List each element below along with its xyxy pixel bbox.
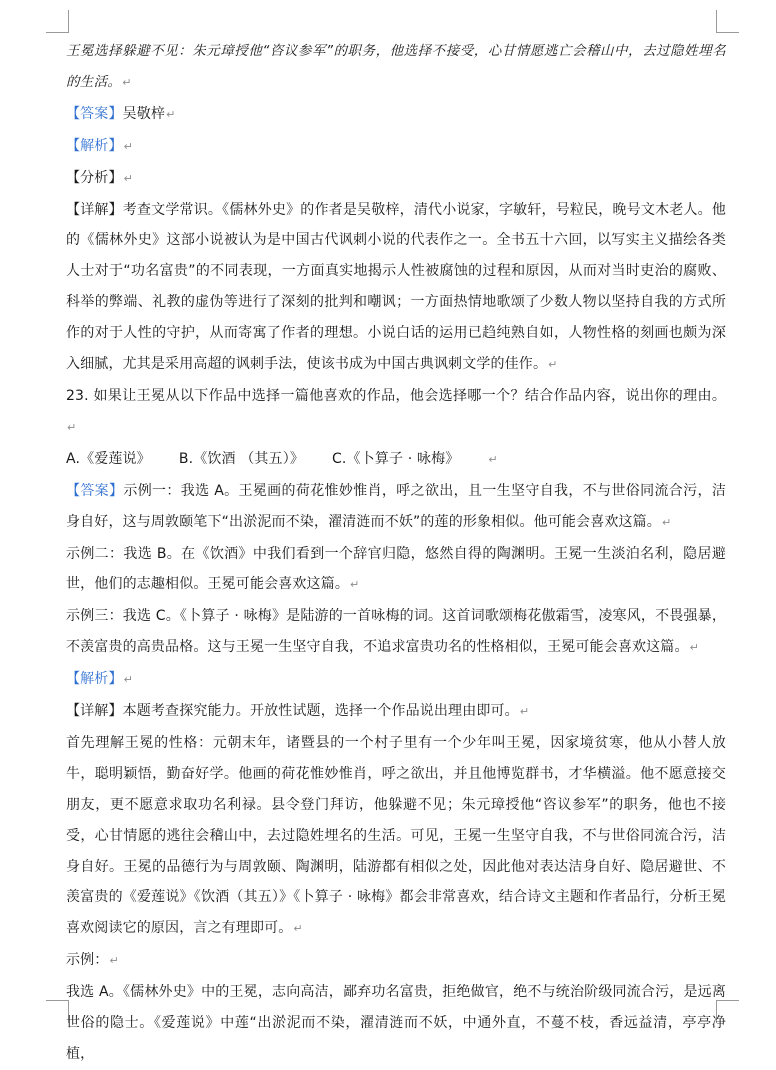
document-page (66, 36, 726, 1070)
paragraph-p8 (66, 476, 726, 539)
paragraph-mark-icon: ↵ (123, 171, 133, 185)
paragraph-p3 (66, 131, 726, 163)
paragraph-p11 (66, 664, 726, 696)
option-b: B.《饮酒 （其五）》 (178, 450, 304, 467)
paragraph-mark-icon: ↵ (123, 673, 133, 687)
paragraph-p6 (66, 381, 726, 444)
paragraph-p15 (66, 977, 726, 1070)
paragraph-p14 (66, 945, 726, 977)
paragraph-p10 (66, 601, 726, 664)
section-label: 【详解】 (66, 201, 123, 218)
paragraph-p12 (66, 696, 726, 728)
paragraph-p2 (66, 99, 726, 131)
paragraph-p5 (66, 195, 726, 381)
paragraph-p7 (66, 444, 726, 476)
crop-mark-top-right (716, 10, 739, 33)
crop-mark-top-left (46, 10, 69, 33)
paragraph-mark-icon: ↵ (350, 578, 360, 592)
section-tag: 【答案】 (66, 105, 123, 122)
paragraph-mark-icon: ↵ (661, 515, 672, 529)
paragraph-text: 示例： (66, 952, 109, 969)
paragraph-mark-icon: ↵ (166, 107, 176, 121)
section-tag: 【答案】 (66, 482, 124, 499)
paragraph-text: 23. 如果让王冕从以下作品中选择一篇他喜欢的作品，他会选择哪一个？结合作品内容，说出你的理由。 (66, 387, 726, 404)
option-a: A.《爱莲说》 (66, 450, 151, 467)
paragraph-mark-icon: ↵ (122, 75, 132, 89)
paragraph-p4 (66, 163, 726, 195)
paragraph-p13 (66, 728, 726, 945)
section-label: 【详解】 (66, 703, 123, 720)
section-label: 【分析】 (66, 169, 123, 186)
paragraph-text: 示例三：我选 C。《卜算子 · 咏梅》是陆游的一首咏梅的词。这首词歌颂梅花傲霜雪，凌寒风，不畏强暴，不羡富贵的高贵品格。这与王冕一生坚守自我，不追求富贵功名的性格相似，王冕可能会喜欢这篇。 (66, 608, 726, 656)
paragraph-text: 示例二：我选 B。在《饮酒》中我们看到一个辞官归隐，悠然自得的陶渊明。王冕一生淡泊名利，隐居避世，他们的志趣相似。王冕可能会喜欢这篇。 (66, 545, 726, 593)
option-c: C.《卜算子 · 咏梅》 (332, 450, 460, 467)
paragraph-mark-icon: ↵ (548, 358, 558, 372)
paragraph-p1 (66, 36, 726, 99)
paragraph-mark-icon: ↵ (67, 420, 77, 434)
paragraph-mark-icon: ↵ (293, 922, 303, 936)
paragraph-text: 王冕选择躲避不见：朱元璋授他“咨议参军”的职务，他选择不接受，心甘情愿逃亡会稽山中，去过隐姓埋名的生活。 (66, 43, 726, 90)
paragraph-p9 (66, 539, 726, 602)
paragraph-text: 我选 A。《儒林外史》中的王冕，志向高洁，鄙弃功名富贵，拒绝做官，绝不与统治阶级同流合污，是远离世俗的隐士。《爱莲说》中莲“出淤泥而不染，濯清涟而不妖，中通外直，不蔓不枝，香远益清，亭亭净植， (66, 984, 726, 1062)
paragraph-text: 首先理解王冕的性格：元朝末年，诸暨县的一个村子里有一个少年叫王冕，因家境贫寒，他从小替人放牛，聪明颖悟，勤奋好学。他画的荷花惟妙惟肖，呼之欲出，并且他博览群书，才华横溢。他不愿意接交朋友，更不愿意求取功名利禄。县令登门拜访，他躲避不见；朱元璋授他“咨议参军”的职务，他也不接受，心甘情愿的逃往会稽山中，去过隐姓埋名的生活。可见，王冕一生坚守自我，不与世俗同流合污，洁身自好。王冕的品德行为与周敦颐、陶渊明，陆游都有相似之处，因此他对表达洁身自好、隐居避世、不羡富贵的《爱莲说》《饮酒（其五）》《卜算子 · 咏梅》都会非常喜欢，结合诗文主题和作者品行，分析王冕喜欢阅读它的原因，言之有理即可。 (66, 734, 726, 937)
paragraph-mark-icon: ↵ (109, 954, 119, 968)
paragraph-mark-icon: ↵ (488, 452, 498, 466)
paragraph-text: 本题考查探究能力。开放性试题，选择一个作品说出理由即可。 (122, 703, 519, 720)
paragraph-text: 吴敬梓 (122, 105, 166, 122)
paragraph-text: 示例一：我选 A。王冕画的荷花惟妙惟肖，呼之欲出，且一生坚守自我，不与世俗同流合污，洁身自好，这与周敦颐笔下“出淤泥而不染，濯清涟而不妖”的莲的形象相似。他可能会喜欢这篇。 (66, 482, 726, 530)
section-tag: 【解析】 (66, 671, 123, 688)
section-tag: 【解析】 (66, 137, 123, 154)
paragraph-mark-icon: ↵ (123, 139, 133, 153)
paragraph-mark-icon: ↵ (689, 641, 699, 655)
paragraph-mark-icon: ↵ (519, 705, 530, 719)
paragraph-text: 考查文学常识。《儒林外史》的作者是吴敬梓，清代小说家，字敏轩，号粒民，晚号文木老人。他的《儒林外史》这部小说被认为是中国古代讽刺小说的代表作之一。全书五十六回，以写实主义描绘各类人士对于“功名富贵”的不同表现，一方面真实地揭示人性被腐蚀的过程和原因，从而对当时吏治的腐败、科举的弊端、礼教的虚伪等进行了深刻的批判和嘲讽；一方面热情地歌颂了少数人物以坚持自我的方式所作的对于人性的守护，从而寄寓了作者的理想。小说白话的运用已趋纯熟自如，人物性格的刻画也颇为深入细腻，尤其是采用高超的讽刺手法，使该书成为中国古典讽刺文学的佳作。 (66, 201, 726, 373)
